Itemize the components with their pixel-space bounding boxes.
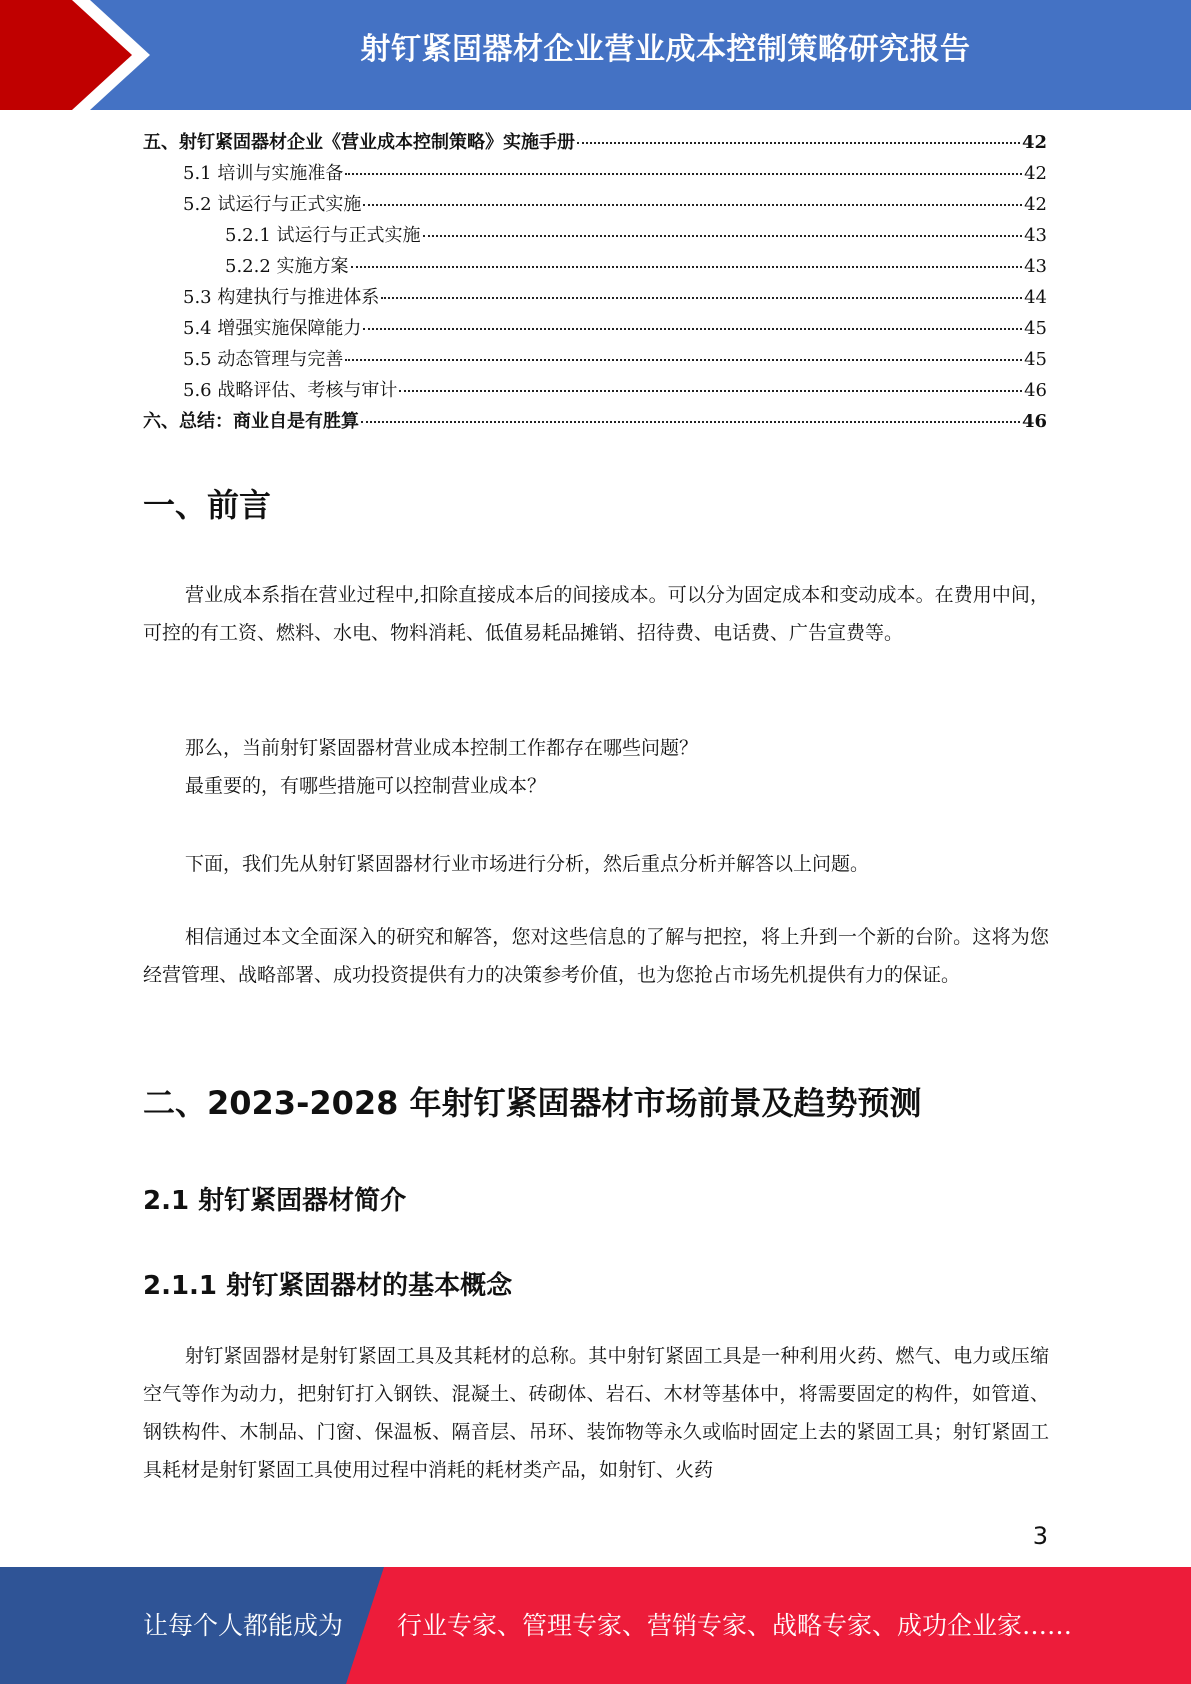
toc-entry-title: 五、射钉紧固器材企业《营业成本控制策略》实施手册 [143,132,575,153]
toc-entry[interactable] [143,159,1047,190]
toc-entry[interactable] [143,252,1047,283]
toc-dot-leader [351,266,1023,268]
toc-entry-page: 45 [1024,318,1047,339]
header-banner [0,0,1191,110]
toc-entry-title: 5.1 培训与实施准备 [183,163,344,184]
paragraph: 射钉紧固器材是射钉紧固工具及其耗材的总称。其中射钉紧固工具是一种利用火药、燃气、电力或压缩空气等作为动力，把射钉打入钢铁、混凝土、砖砌体、岩石、木材等基体中，将需要固定的构件，如管道、钢铁构件、木制品、门窗、保温板、隔音层、吊环、装饰物等永久或临时固定上去的紧固工具；射钉紧固工具耗材是射钉紧固工具使用过程中消耗的耗材类产品，如射钉、火药 [143,1345,1049,1481]
footer-banner [0,1567,1191,1684]
subsection-heading: 2.1.1 射钉紧固器材的基本概念 [143,1271,513,1301]
toc-entry-title: 5.6 战略评估、考核与审计 [183,380,398,401]
toc-entry-page: 44 [1024,287,1047,308]
toc-entry-page: 42 [1021,132,1047,153]
toc-entry[interactable] [143,190,1047,221]
toc-dot-leader [361,421,1020,423]
paragraph: 下面，我们先从射钉紧固器材行业市场进行分析，然后重点分析并解答以上问题。 [185,853,870,875]
document-title: 射钉紧固器材企业营业成本控制策略研究报告 [360,32,971,67]
toc-entry-page: 46 [1024,380,1047,401]
page-number: 3 [1032,1522,1048,1550]
toc-dot-leader [345,359,1022,361]
question-line: 最重要的，有哪些措施可以控制营业成本？ [185,775,547,797]
toc-entry-title: 5.2.2 实施方案 [225,256,349,277]
toc-entry-title: 5.5 动态管理与完善 [183,349,344,370]
toc-entry-page: 46 [1021,411,1047,432]
toc-entry[interactable] [143,376,1047,407]
toc-entry-page: 45 [1024,349,1047,370]
toc-entry-title: 六、总结：商业自是有胜算 [143,411,359,432]
toc-dot-leader [363,328,1022,330]
toc-entry-page: 43 [1024,225,1047,246]
toc-entry[interactable] [143,345,1047,376]
toc-entry[interactable] [143,314,1047,345]
toc-entry-page: 42 [1024,194,1047,215]
toc-entry[interactable] [143,221,1047,252]
toc-entry-page: 42 [1024,163,1047,184]
toc-entry-title: 5.3 构建执行与推进体系 [183,287,380,308]
toc-entry[interactable] [143,283,1047,314]
subsection-heading: 2.1 射钉紧固器材简介 [143,1186,407,1216]
section-heading-preface: 一、前言 [143,486,272,524]
footer-slogan-left: 让每个人都能成为 [143,1611,344,1640]
toc-dot-leader [345,173,1022,175]
paragraph: 相信通过本文全面深入的研究和解答，您对这些信息的了解与把控，将上升到一个新的台阶。这将为您经营管理、战略部署、成功投资提供有力的决策参考价值，也为您抢占市场先机提供有力的保证。 [143,926,1049,986]
section-heading-market: 二、2023-2028 年射钉紧固器材市场前景及趋势预测 [143,1084,922,1122]
toc-dot-leader [577,142,1020,144]
toc-entry[interactable] [143,128,1047,159]
toc-dot-leader [423,235,1023,237]
toc-entry-title: 5.4 增强实施保障能力 [183,318,362,339]
toc-dot-leader [399,390,1022,392]
toc-dot-leader [363,204,1022,206]
toc-entry[interactable] [143,407,1047,438]
toc-entry-title: 5.2.1 试运行与正式实施 [225,225,421,246]
table-of-contents [143,128,1047,438]
toc-dot-leader [381,297,1022,299]
question-line: 那么，当前射钉紧固器材营业成本控制工作都存在哪些问题？ [185,737,699,759]
toc-entry-page: 43 [1024,256,1047,277]
toc-entry-title: 5.2 试运行与正式实施 [183,194,362,215]
paragraph: 营业成本系指在营业过程中,扣除直接成本后的间接成本。可以分为固定成本和变动成本。在费用中间，可控的有工资、燃料、水电、物料消耗、低值易耗品摊销、招待费、电话费、广告宣费等。 [143,584,1049,644]
footer-slogan-right: 行业专家、管理专家、营销专家、战略专家、成功企业家…… [397,1611,1073,1640]
